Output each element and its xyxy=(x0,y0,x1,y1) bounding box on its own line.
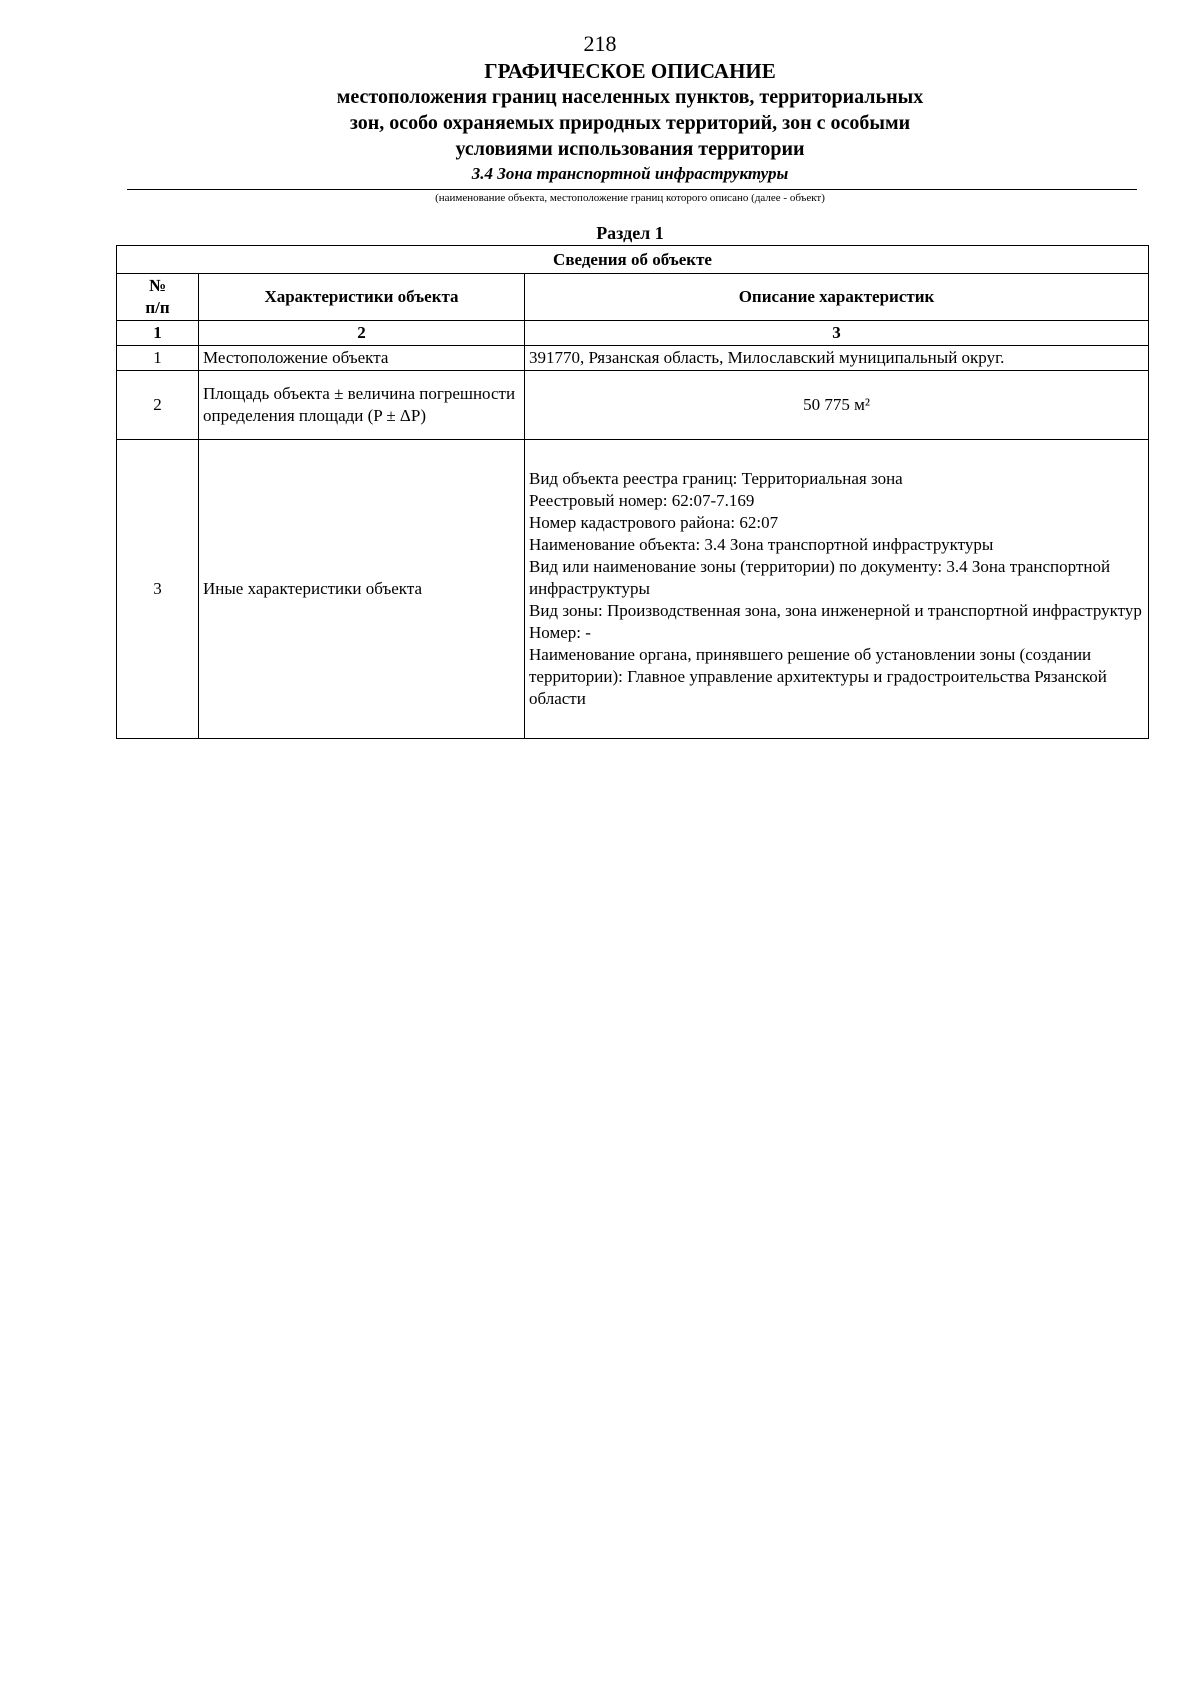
description-line: Наименование объекта: 3.4 Зона транспортной инфраструктуры xyxy=(529,535,994,554)
table-header-row xyxy=(117,274,1149,321)
description-line: Вид или наименование зоны (территории) по документу: 3.4 Зона транспортной инфраструктуры xyxy=(529,557,1111,598)
row-number: 3 xyxy=(117,440,199,739)
table-row xyxy=(117,371,1149,440)
table-caption: Сведения об объекте xyxy=(117,246,1149,274)
description-line: Реестровый номер: 62:07-7.169 xyxy=(529,491,755,510)
column-index: 1 xyxy=(117,321,199,346)
description-line: Вид зоны: Производственная зона, зона инженерной и транспортной инфраструктур xyxy=(529,601,1142,620)
object-info-table xyxy=(116,245,1149,739)
column-index: 3 xyxy=(525,321,1149,346)
row-description: 50 775 м² xyxy=(525,371,1149,440)
title-line-2: зон, особо охраняемых природных территорий, зон с особыми xyxy=(349,112,911,134)
column-index: 2 xyxy=(199,321,525,346)
row-number: 2 xyxy=(117,371,199,440)
description-line: Вид объекта реестра границ: Территориальная зона xyxy=(529,469,903,488)
object-name: 3.4 Зона транспортной инфраструктуры xyxy=(471,164,789,183)
column-index-row xyxy=(117,321,1149,346)
row-description xyxy=(525,440,1149,739)
column-header-characteristic: Характеристики объекта xyxy=(199,274,525,321)
table-row xyxy=(117,440,1149,739)
row-characteristic: Иные характеристики объекта xyxy=(199,440,525,739)
page-number: 218 xyxy=(583,31,617,56)
row-number: 1 xyxy=(117,346,199,371)
row-characteristic: Местоположение объекта xyxy=(199,346,525,371)
title-line-3: условиями использования территории xyxy=(455,138,805,160)
description-line: Номер кадастрового района: 62:07 xyxy=(529,513,779,532)
description-line: Наименование органа, принявшего решение об установлении зоны (создании территории): Главное управление архитектуры и градостроительства Рязанской области xyxy=(529,645,1107,708)
section-title: Раздел 1 xyxy=(596,223,664,243)
column-header-number: № п/п xyxy=(117,274,199,321)
title-line-1: местоположения границ населенных пунктов, территориальных xyxy=(336,86,924,108)
table-row xyxy=(117,346,1149,371)
document-title xyxy=(0,58,1200,162)
title-main: ГРАФИЧЕСКОЕ ОПИСАНИЕ xyxy=(484,59,776,83)
object-name-caption: (наименование объекта, местоположение границ которого описано (далее - объект) xyxy=(435,192,825,204)
row-description: 391770, Рязанская область, Милославский муниципальный округ. xyxy=(525,346,1149,371)
description-line: Номер: - xyxy=(529,623,591,642)
table-caption-row xyxy=(117,246,1149,274)
column-header-description: Описание характеристик xyxy=(525,274,1149,321)
row-characteristic: Площадь объекта ± величина погрешности определения площади (P ± ΔP) xyxy=(199,371,525,440)
object-name-underline xyxy=(127,189,1137,190)
